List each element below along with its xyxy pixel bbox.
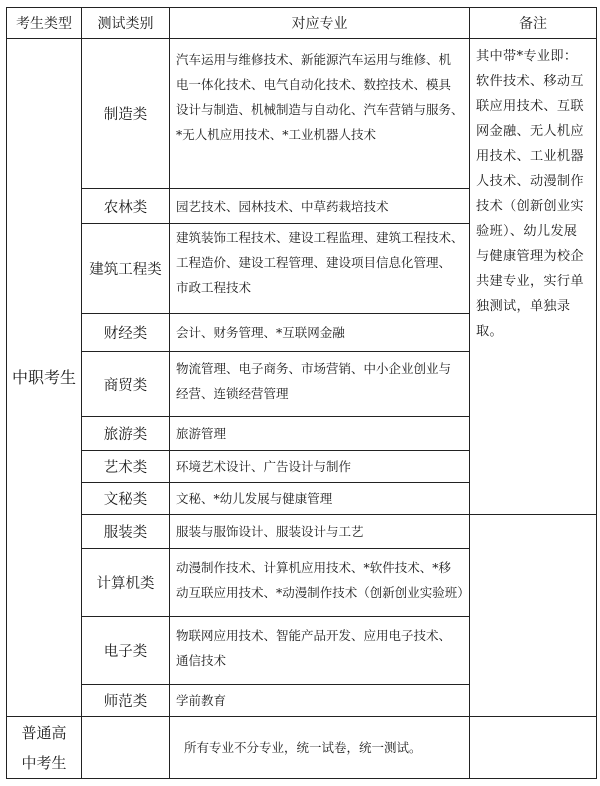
- category-cell: 艺术类: [82, 451, 170, 483]
- table-row: [7, 39, 597, 189]
- majors-cell: 环境艺术设计、广告设计与制作: [170, 451, 470, 483]
- category-cell: 农林类: [82, 189, 170, 224]
- remark-cell: 其中带*专业即：软件技术、移动互联应用技术、互联网金融、无人机应用技术、工业机器人技术、动漫制作技术（创新创业实验班）、幼儿发展与健康管理为校企共建专业，实行单独测试，单独录取。: [470, 39, 597, 515]
- category-cell: 文秘类: [82, 483, 170, 515]
- category-cell: 商贸类: [82, 352, 170, 417]
- majors-cell: 会计、财务管理、*互联网金融: [170, 314, 470, 352]
- category-cell: 旅游类: [82, 417, 170, 451]
- table-row: [7, 717, 597, 779]
- majors-cell: 旅游管理: [170, 417, 470, 451]
- table-row: [7, 515, 597, 549]
- majors-cell: 所有专业不分专业，统一试卷，统一测试。: [170, 717, 470, 779]
- majors-cell: 动漫制作技术、计算机应用技术、*软件技术、*移 动互联应用技术、*动漫制作技术（创新创业实验班）: [170, 549, 470, 617]
- header-test-category: 测试类别: [82, 8, 170, 39]
- majors-cell: 学前教育: [170, 685, 470, 717]
- majors-cell: 汽车运用与维修技术、新能源汽车运用与维修、机 电一体化技术、电气自动化技术、数控技术、模具 设计与制造、机械制造与自动化、汽车营销与服务、 *无人机应用技术、*工业机器人技术: [170, 39, 470, 189]
- header-remarks: 备注: [470, 8, 597, 39]
- majors-cell: 物联网应用技术、智能产品开发、应用电子技术、 通信技术: [170, 617, 470, 685]
- category-cell: 财经类: [82, 314, 170, 352]
- category-cell: 制造类: [82, 39, 170, 189]
- examinee-type-general: 普通高 中考生: [7, 717, 82, 779]
- remark-cell: [470, 717, 597, 779]
- category-cell: 师范类: [82, 685, 170, 717]
- admissions-table: [6, 7, 597, 779]
- category-cell: 服装类: [82, 515, 170, 549]
- majors-cell: 文秘、*幼儿发展与健康管理: [170, 483, 470, 515]
- majors-cell: 园艺技术、园林技术、中草药栽培技术: [170, 189, 470, 224]
- category-cell: 建筑工程类: [82, 224, 170, 314]
- category-cell: [82, 717, 170, 779]
- category-cell: 计算机类: [82, 549, 170, 617]
- header-majors: 对应专业: [170, 8, 470, 39]
- header-examinee-type: 考生类型: [7, 8, 82, 39]
- examinee-type-secondary: 中职考生: [7, 39, 82, 717]
- category-cell: 电子类: [82, 617, 170, 685]
- majors-cell: 物流管理、电子商务、市场营销、中小企业创业与 经营、连锁经营管理: [170, 352, 470, 417]
- majors-cell: 建筑装饰工程技术、建设工程监理、建筑工程技术、 工程造价、建设工程管理、建设项目信息化管理、 市政工程技术: [170, 224, 470, 314]
- remark-cell-empty: [470, 515, 597, 717]
- header-row: [7, 8, 597, 39]
- majors-cell: 服装与服饰设计、服装设计与工艺: [170, 515, 470, 549]
